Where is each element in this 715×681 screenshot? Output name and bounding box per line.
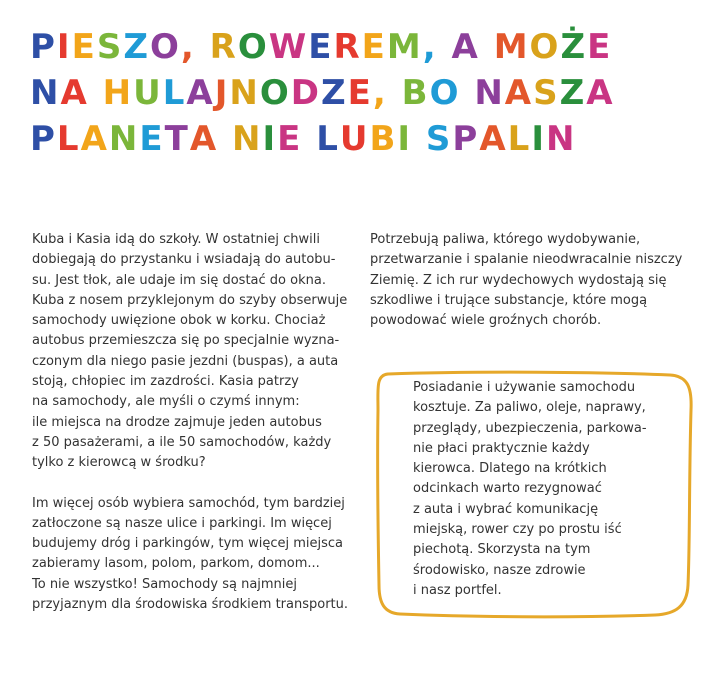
title-letter: E [361,27,387,67]
title-letter: O [429,73,461,113]
paragraph-gap [32,474,348,494]
title-letter: L [162,73,187,113]
title-letter: M [386,27,423,67]
title-letter: , [422,27,438,67]
title-letter: S [425,119,453,159]
title-letter: Z [123,27,150,67]
text-line: stoją, chłopiec im zazdrości. Kasia patrzy [32,374,299,390]
title-letter: A [504,73,534,113]
text-line: z auta i wybrać komunikację [413,501,599,517]
callout-box [370,370,696,620]
title-letter: I [56,27,72,67]
title-letter: D [290,73,321,113]
title-letter: A [586,73,615,113]
title-letter: L [316,119,340,159]
title-letter: S [96,27,124,67]
title-letter: E [139,119,165,159]
title-letter: U [133,73,163,113]
title-letter: B [401,73,430,113]
text-line: Kuba z nosem przyklejonym do szyby obserwuje [32,292,348,308]
text-line: Posiadanie i używanie samochodu [413,380,636,395]
title-letter: N [108,119,140,159]
text-line: Kuba i Kasia idą do szkoły. W ostatniej chwili [32,232,320,247]
title-letter: R [209,27,238,67]
right-paragraph-1 [370,230,682,331]
title-letter: A [60,73,89,113]
text-line: środowisko, nasze zdrowie [413,562,586,578]
text-line: czonym dla niego pasie jezdni (buspas), a auta [32,353,339,369]
page-title [30,24,700,162]
title-letter: B [369,119,398,159]
title-letter: L [507,119,532,159]
title-letter: A [451,27,480,67]
title-letter: M [493,27,530,67]
title-letter: Z [320,73,348,113]
text-line: budujemy dróg i parkingów, tym więcej miejsca [32,536,344,552]
title-letter: E [277,119,303,159]
title-letter: R [333,27,362,67]
callout-text [413,378,647,601]
text-line: szkodliwe i trujące substancje, które mogą [370,292,648,308]
text-line: Potrzebują paliwa, którego wydobywanie, [370,232,641,247]
text-line: powodować wiele groźnych chorób. [370,313,602,329]
right-column [370,230,682,331]
title-letter [196,24,210,70]
text-line: z 50 pasażerami, a ile 50 samochodów, każdy [32,434,332,450]
text-line: przetwarzanie i spalanie nieodwracalnie niszczy [370,252,683,268]
left-column [32,230,348,615]
title-letter [302,116,316,162]
title-line-2 [30,70,700,116]
text-line: ile miejsca na drodze zajmuje jeden autobus [32,414,322,430]
title-letter: H [102,73,134,113]
title-letter: N [545,119,577,159]
title-line-3 [30,116,700,162]
text-line: Ziemię. Z ich rur wydechowych wydostają się [370,272,667,288]
text-line: zatłoczone są nasze ulice i parkingi. Im więcej [32,515,332,531]
title-letter: L [56,119,81,159]
text-line: nie płaci praktycznie każdy [413,440,590,456]
title-letter: Z [559,73,587,113]
title-letter: E [347,73,373,113]
text-line: kosztuje. Za paliwo, oleje, naprawy, [413,400,646,416]
text-line: samochody uwięzione obok w korku. Chociaż [32,313,326,329]
title-letter: S [533,73,560,113]
text-line: zabieramy lasom, polom, parkom, domom... [32,556,320,572]
title-letter [89,70,103,116]
title-letter: A [189,119,219,159]
title-letter: A [479,119,508,159]
title-letter: P [452,119,480,159]
title-letter: N [30,73,61,113]
text-line: na samochody, ale myśli o czymś innym: [32,394,300,410]
title-letter [480,24,494,70]
title-letter: E [587,27,613,67]
title-letter: E [308,27,334,67]
title-line-1 [30,24,700,70]
text-line: To nie wszystko! Samochody są najmniej [32,576,298,592]
title-letter: J [214,73,230,113]
title-letter: N [229,73,260,113]
title-letter: W [268,27,309,67]
title-letter: U [339,119,370,159]
title-letter: O [237,27,269,67]
title-letter: I [397,119,413,159]
text-line: i nasz portfel. [413,582,502,598]
title-letter: A [186,73,215,113]
text-line: przyjaznym dla środowiska środkiem transportu. [32,597,349,613]
text-line: kierowca. Dlatego na krótkich [413,461,607,477]
title-letter: N [474,73,505,113]
left-paragraph-2 [32,494,348,616]
title-letter: O [259,73,291,113]
title-letter: , [180,27,196,67]
title-letter: P [30,119,57,159]
title-letter [412,116,426,162]
text-line: Im więcej osób wybiera samochód, tym bardziej [32,495,345,511]
text-line: odcinkach warto rezygnować [413,481,602,497]
text-line: przeglądy, ubezpieczenia, parkowa- [413,420,647,436]
title-letter [460,70,474,116]
text-line: tylko z kierowcą w środku? [32,455,206,471]
text-line: piechotą. Skorzysta na tym [413,542,591,558]
title-letter: T [164,119,190,159]
title-letter: N [232,119,263,159]
title-letter [388,70,402,116]
title-letter: Ż [560,27,588,67]
text-line: dobiegają do przystanku i wsiadają do autobu- [32,252,336,268]
title-letter: , [372,73,388,113]
text-line: autobus przemieszcza się po specjalnie wyzna- [32,333,340,349]
text-line: su. Jest tłok, ale udaje im się dostać do okna. [32,272,326,288]
title-letter: E [71,27,97,67]
title-letter [218,116,232,162]
text-line: miejską, rower czy po prostu iść [413,522,622,538]
title-letter: O [529,27,561,67]
title-letter: I [262,119,278,159]
title-letter: A [80,119,109,159]
title-letter: I [531,119,546,159]
left-paragraph-1 [32,230,348,474]
title-letter: P [30,27,57,67]
title-letter [438,24,452,70]
title-letter: O [149,27,181,67]
